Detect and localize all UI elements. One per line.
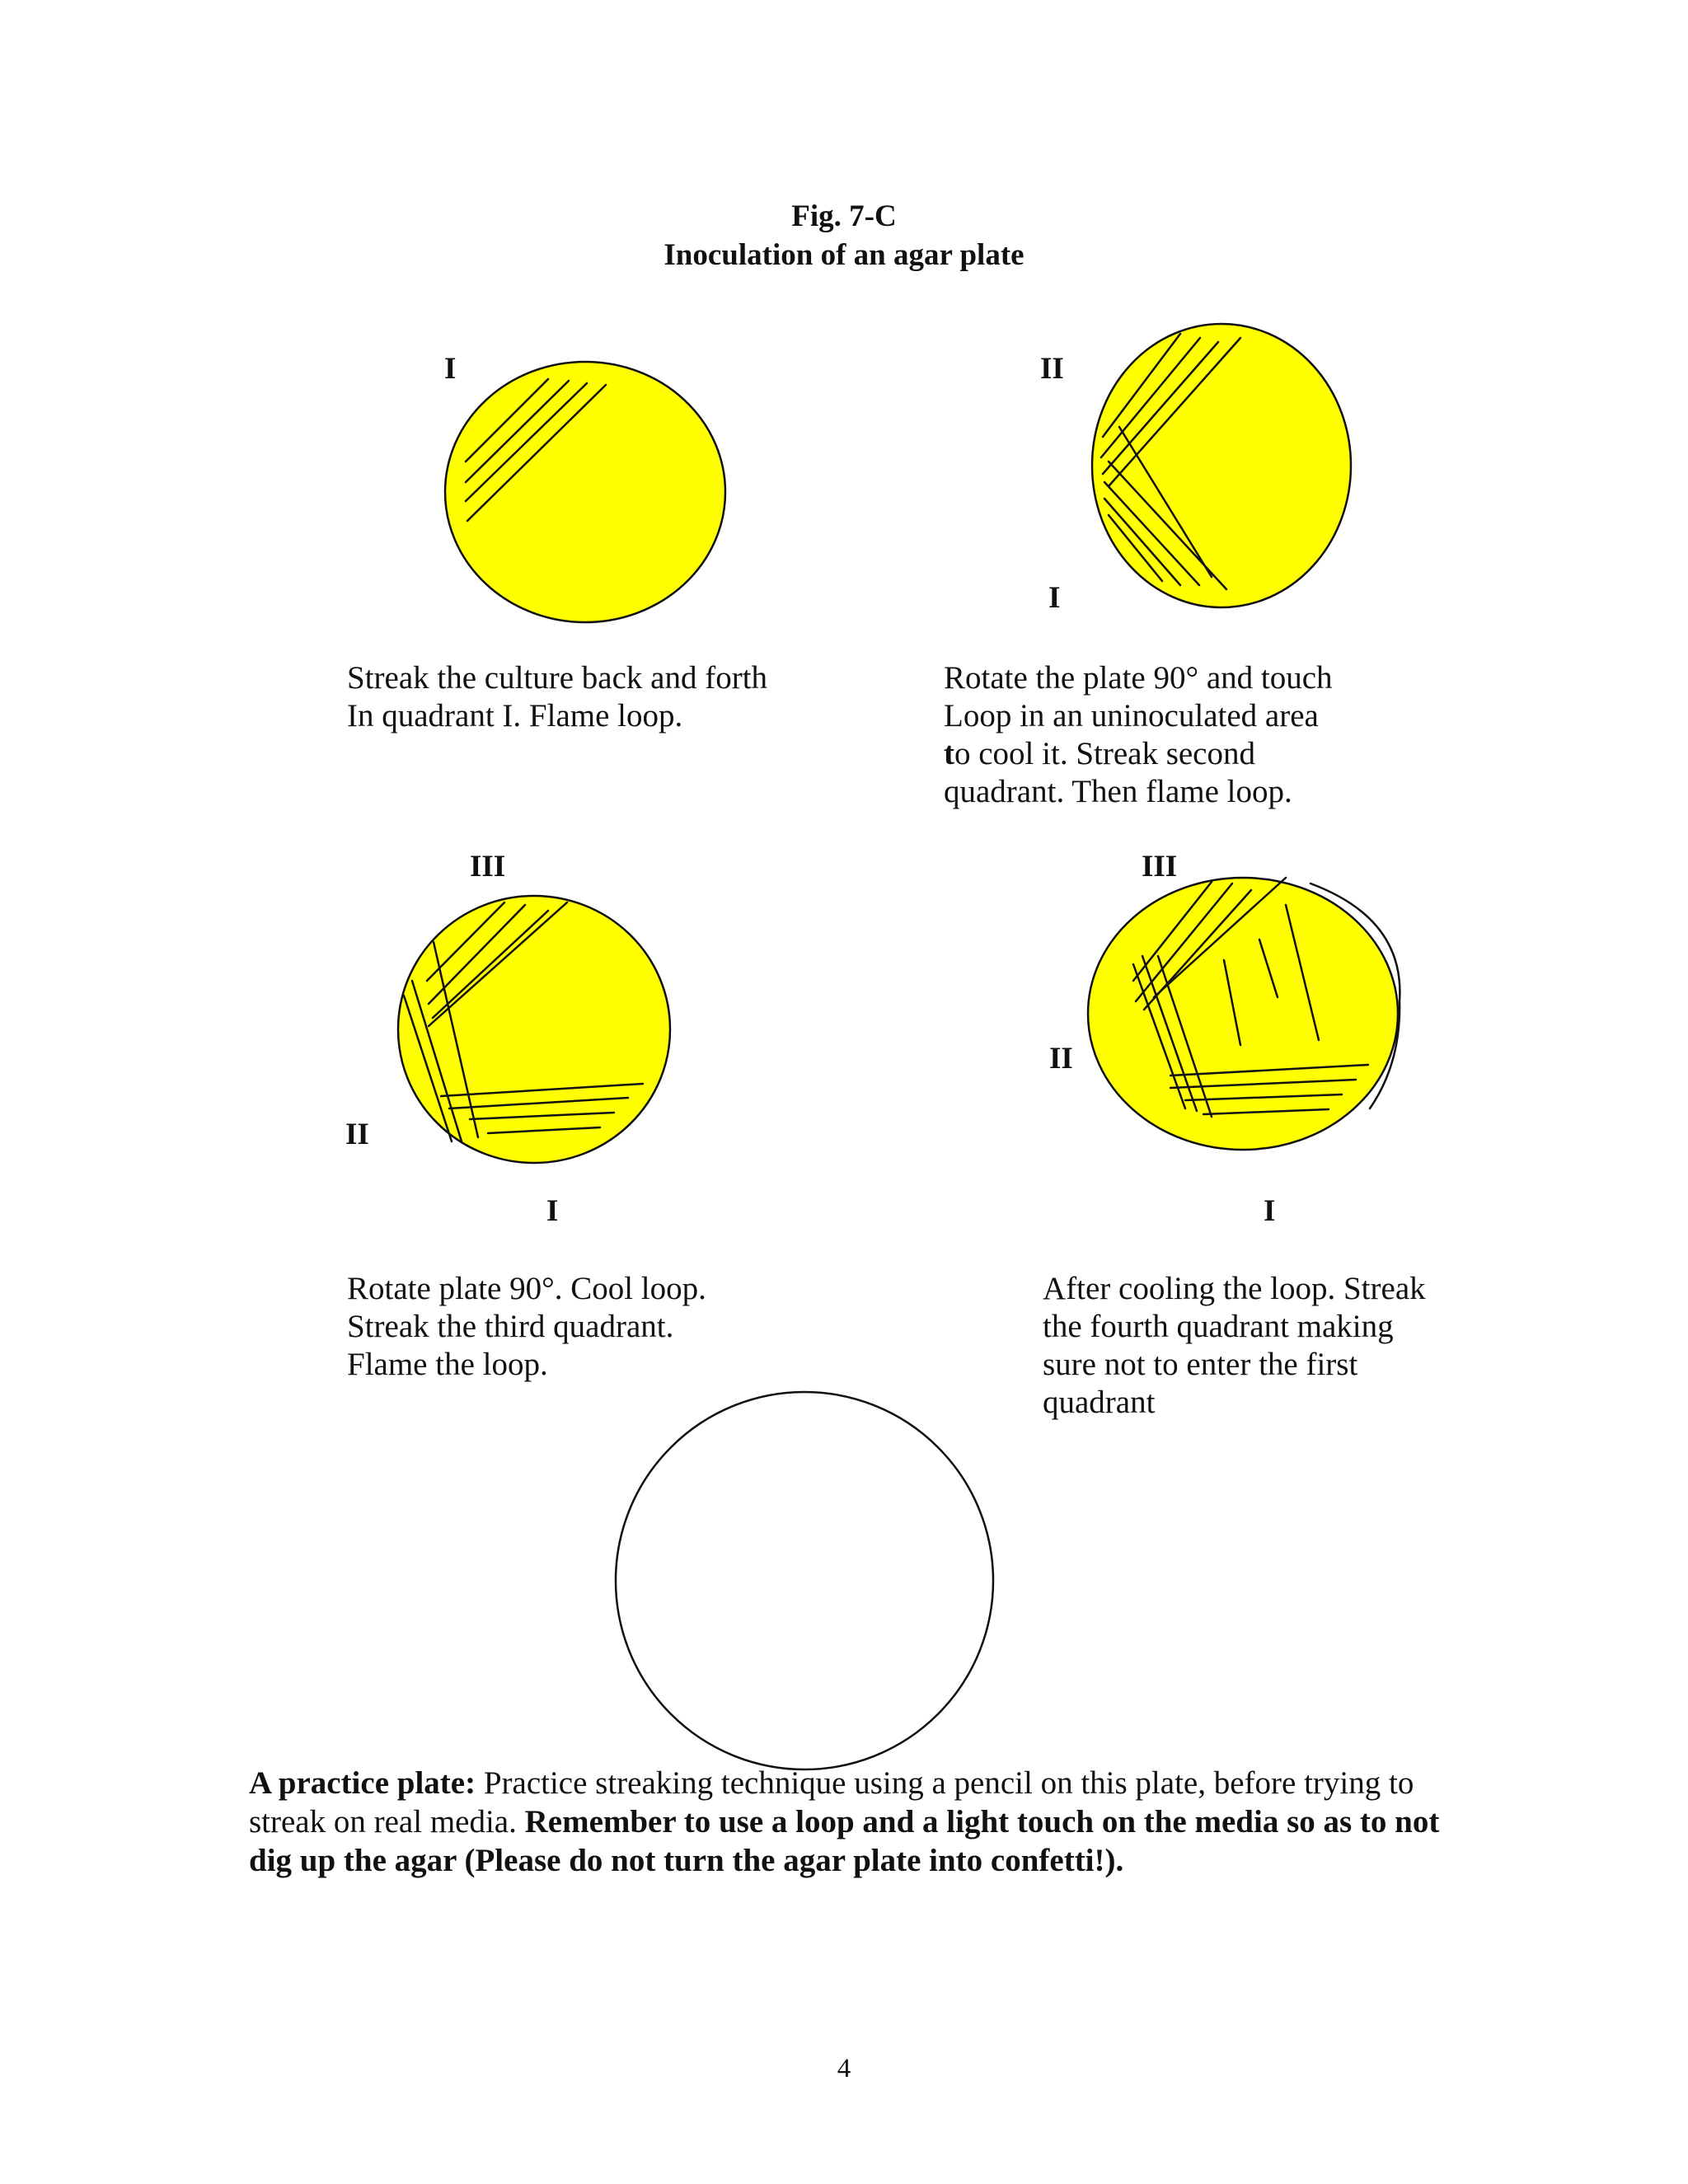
page-number: 4 [837, 2054, 851, 2083]
caption-line-rest: o cool it. Streak second [954, 736, 1255, 771]
caption-line: sure not to enter the first [1043, 1347, 1358, 1382]
caption-line [944, 735, 1333, 773]
quadrant-label: III [470, 850, 506, 883]
quadrant-label: I [1048, 581, 1061, 615]
agar-plate [445, 362, 725, 622]
agar-plate [1092, 324, 1351, 607]
quadrant-label: II [1040, 352, 1064, 386]
caption-step-3 [347, 1270, 706, 1384]
plate-quadrant-2 [1092, 324, 1351, 607]
caption-line: In quadrant I. Flame loop. [347, 698, 683, 733]
quadrant-label: I [1264, 1194, 1276, 1228]
caption-line: After cooling the loop. Streak [1043, 1271, 1426, 1306]
practice-lead: A practice plate: [249, 1765, 476, 1801]
caption-line: Flame the loop. [347, 1347, 548, 1382]
caption-line: Loop in an uninoculated area [944, 698, 1319, 733]
caption-line: Rotate the plate 90° and touch [944, 660, 1333, 696]
plate-quadrant-4 [1088, 878, 1400, 1150]
caption-line: Streak the third quadrant. [347, 1309, 674, 1344]
quadrant-label: I [546, 1194, 559, 1228]
caption-line: Streak the culture back and forth [347, 660, 768, 696]
caption-line: the fourth quadrant making [1043, 1309, 1394, 1344]
caption-bold-letter: t [944, 736, 954, 771]
quadrant-label: II [345, 1118, 369, 1151]
caption-step-2 [944, 659, 1333, 811]
plate-quadrant-1 [445, 362, 725, 622]
caption-step-4 [1043, 1270, 1426, 1422]
caption-line: quadrant. Then flame loop. [944, 774, 1292, 809]
practice-text: Practice streaking technique using a pencil on this plate, before trying to streak on real media. [249, 1765, 1414, 1840]
caption-step-1 [347, 659, 767, 735]
practice-warning: Remember to use a loop and a light touch on the media so as to not dig up the agar (Please do not turn the agar plate into confetti!). [249, 1804, 1440, 1878]
figure-title: Inoculation of an agar plate [663, 238, 1025, 272]
quadrant-label: I [444, 352, 457, 386]
agar-plate [1088, 878, 1398, 1150]
quadrant-label: II [1049, 1042, 1073, 1076]
caption-line: quadrant [1043, 1385, 1156, 1420]
figure-number: Fig. 7-C [791, 199, 897, 233]
quadrant-label: III [1142, 850, 1178, 883]
caption-line: Rotate plate 90°. Cool loop. [347, 1271, 706, 1306]
plate-quadrant-3 [398, 896, 670, 1163]
practice-plate [616, 1392, 993, 1769]
practice-instructions [249, 1764, 1452, 1880]
agar-plate [398, 896, 670, 1163]
